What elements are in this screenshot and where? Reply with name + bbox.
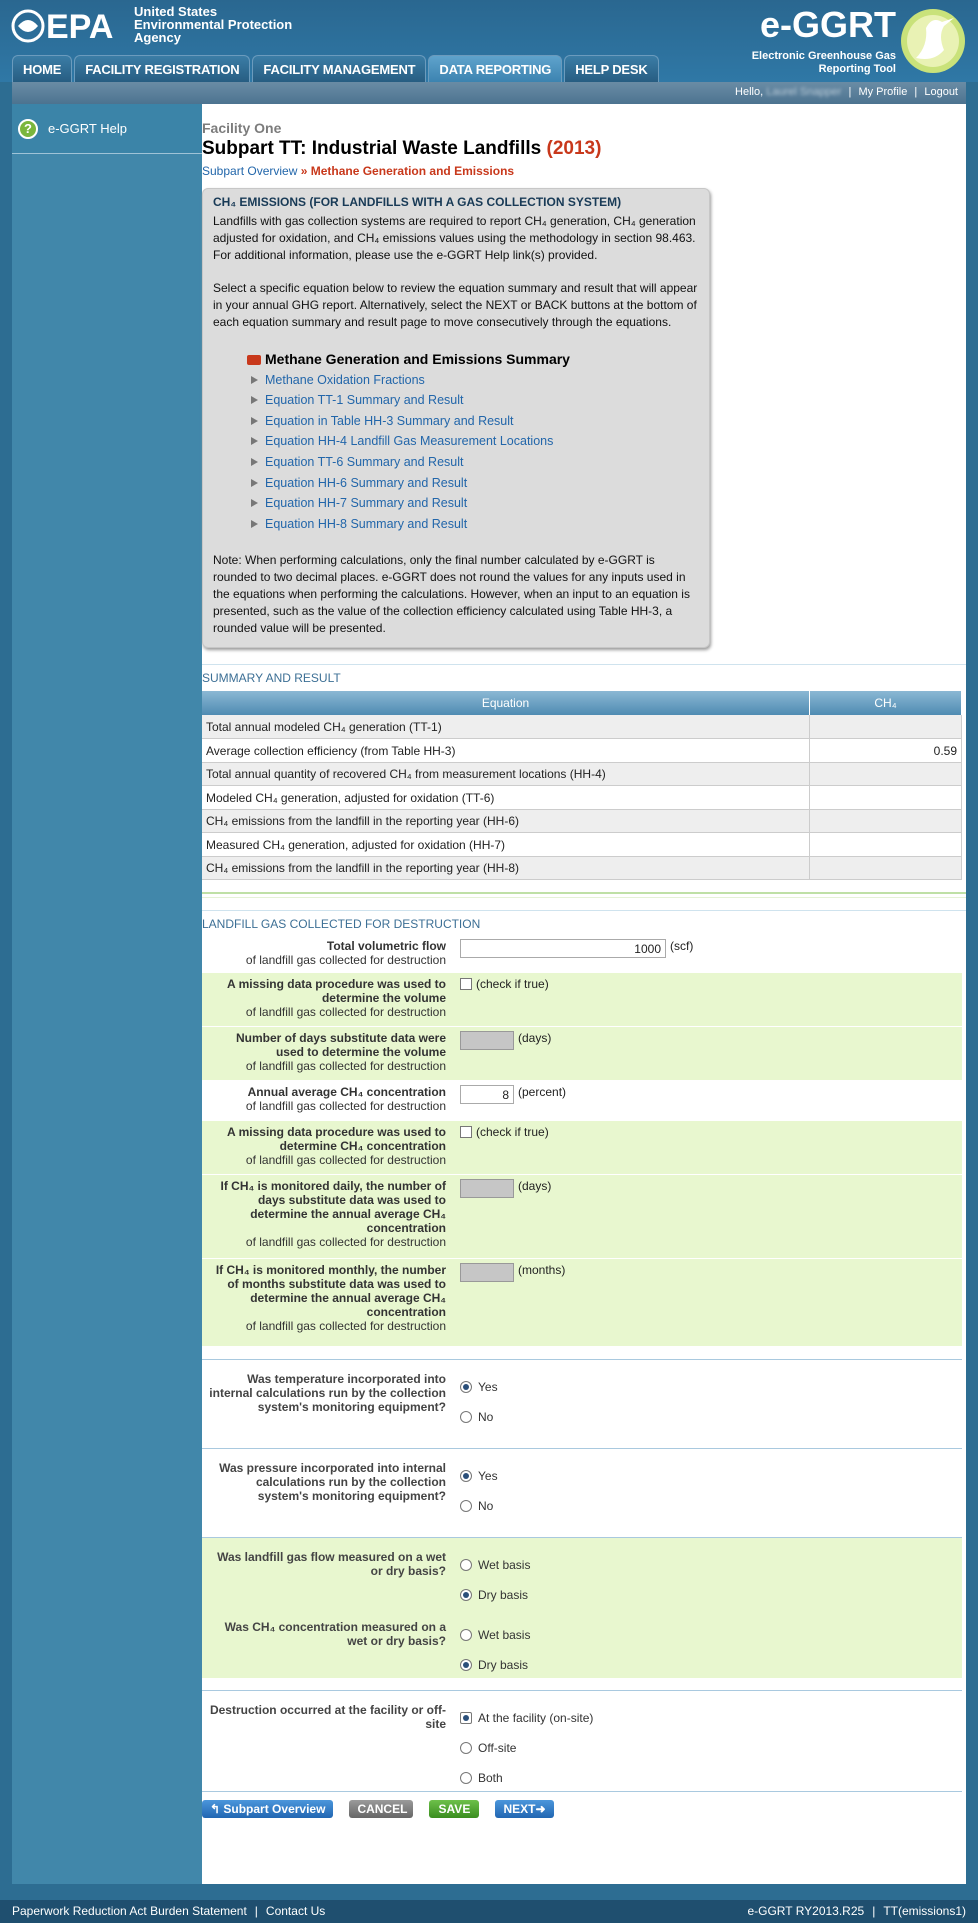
ch4-concentration-input[interactable]: 8 — [460, 1085, 514, 1104]
help-icon: ? — [18, 119, 38, 139]
cancel-button[interactable]: CANCEL — [349, 1800, 413, 1818]
sidebar-item-label: e-GGRT Help — [48, 121, 127, 136]
pres-no-option[interactable]: No — [460, 1491, 498, 1521]
table-row: CH₄ emissions from the landfill in the reporting year (HH-6) — [202, 809, 962, 833]
missing-volume-checkbox[interactable] — [460, 978, 472, 990]
pres-yes-option[interactable]: Yes — [460, 1461, 498, 1491]
tab-facility-registration[interactable]: FACILITY REGISTRATION — [74, 55, 250, 82]
sidebar — [12, 104, 202, 1884]
list-item[interactable]: Equation HH-7 Summary and Result — [251, 493, 699, 514]
radio-icon — [460, 1500, 472, 1512]
pra-link[interactable]: Paperwork Reduction Act Burden Statement — [12, 1904, 247, 1918]
list-item[interactable]: Equation HH-8 Summary and Result — [251, 514, 699, 535]
info-paragraph-1: Landfills with gas collection systems are required to report CH₄ generation, CH₄ generation adjusted for oxidation, and CH₄ emissions values using the methodology in section 98.463. For additional information, please use the e-GGRT Help link(s) provided. — [213, 214, 696, 262]
back-arrow-icon: ↰ — [210, 1802, 224, 1817]
equation-list — [251, 349, 699, 534]
triangle-icon — [251, 520, 258, 528]
triangle-icon — [251, 376, 258, 384]
radio-icon — [460, 1659, 472, 1671]
page-title: Subpart TT: Industrial Waste Landfills (2013) — [202, 138, 602, 159]
col-ch4: CH₄ — [810, 691, 962, 715]
radio-icon — [460, 1772, 472, 1784]
breadcrumb-subpart-overview[interactable]: Subpart Overview — [202, 164, 298, 178]
main-nav — [12, 55, 659, 82]
hello-text: Hello, — [735, 86, 764, 98]
radio-icon — [460, 1629, 472, 1641]
user-bar: Hello, Laurel Snapper | My Profile | Logout — [12, 82, 966, 104]
radio-icon — [460, 1742, 472, 1754]
tab-home[interactable]: HOME — [12, 55, 72, 82]
dest-both-option[interactable]: Both — [460, 1763, 593, 1793]
list-item[interactable]: Equation TT-1 Summary and Result — [251, 390, 699, 411]
radio-icon — [460, 1411, 472, 1423]
contact-link[interactable]: Contact Us — [265, 1904, 326, 1918]
sidebar-item-help[interactable] — [12, 104, 202, 154]
flow-dry-option[interactable]: Dry basis — [460, 1580, 530, 1610]
user-name: Laurel Snapper — [766, 86, 842, 98]
form-row-volumetric-flow: Total volumetric flow of landfill gas collected for destruction 1000 (scf) — [202, 935, 962, 973]
radio-icon — [460, 1470, 472, 1482]
col-equation: Equation — [202, 691, 810, 715]
table-row: Measured CH₄ generation, adjusted for oxidation (HH-7) — [202, 833, 962, 857]
triangle-icon — [251, 437, 258, 445]
header — [0, 0, 978, 82]
temp-no-option[interactable]: No — [460, 1402, 498, 1432]
breadcrumb: Subpart Overview » Methane Generation and Emissions — [202, 164, 515, 178]
radio-icon — [460, 1589, 472, 1601]
list-item[interactable]: Equation HH-6 Summary and Result — [251, 473, 699, 494]
conc-dry-option[interactable]: Dry basis — [460, 1650, 530, 1680]
days-volume-input[interactable] — [460, 1031, 514, 1050]
next-button[interactable]: NEXT➜ — [495, 1800, 553, 1818]
footer: Paperwork Reduction Act Burden Statement | Contact Us e-GGRT RY2013.R25 | TT(emissions1) — [0, 1900, 978, 1923]
dest-onsite-option[interactable]: At the facility (on-site) — [460, 1703, 593, 1733]
logout-link[interactable]: Logout — [924, 86, 958, 98]
table-row: Total annual modeled CH₄ generation (TT-1) — [202, 715, 962, 739]
main-content — [202, 104, 966, 1884]
list-item: Methane Generation and Emissions Summary — [247, 349, 699, 370]
list-item[interactable]: Methane Oxidation Fractions — [251, 370, 699, 391]
form-row-months-ch4: If CH₄ is monitored monthly, the number of months substitute data was used to determine the annual average CH₄ concentration of landfill gas collected for destruction (months) — [202, 1259, 962, 1347]
table-row: Modeled CH₄ generation, adjusted for oxidation (TT-6) — [202, 786, 962, 810]
form-row-days-volume: Number of days substitute data were used to determine the volume of landfill gas collected for destruction (days) — [202, 1027, 962, 1081]
list-item[interactable]: Equation in Table HH-3 Summary and Result — [251, 411, 699, 432]
info-note: Note: When performing calculations, only the final number calculated by e-GGRT is rounded to two decimal places. e-GGRT does not round the values for any inputs used in the equations when performing the calculations. However, when an input to an equation is presented, such as the value of the collection efficiency calculated using Table HH-3, a rounded value will be presented. — [213, 553, 690, 636]
summary-section-title: SUMMARY AND RESULT — [202, 664, 966, 685]
pressure-question: Was pressure incorporated into internal calculations run by the collection system's monitoring equipment? Yes No — [202, 1448, 962, 1525]
radio-icon — [460, 1559, 472, 1571]
triangle-icon — [251, 499, 258, 507]
flow-basis-question: Was landfill gas flow measured on a wet or dry basis? Wet basis Dry basis Was CH₄ concentration measured on a wet or dry basis? Wet basis Dry basis — [202, 1537, 962, 1678]
form-row-days-ch4: If CH₄ is monitored daily, the number of days substitute data was used to determine the annual average CH₄ concentration of landfill gas collected for destruction (days) — [202, 1175, 962, 1259]
epa-logo-icon[interactable] — [10, 6, 130, 46]
list-item[interactable]: Equation TT-6 Summary and Result — [251, 452, 699, 473]
destruction-question: Destruction occurred at the facility or off-site At the facility (on-site) Off-site Both — [202, 1690, 962, 1783]
triangle-icon — [251, 417, 258, 425]
triangle-icon — [251, 396, 258, 404]
divider — [202, 892, 966, 898]
version-text: e-GGRT RY2013.R25 — [747, 1904, 865, 1918]
radio-icon — [460, 1381, 472, 1393]
lfg-section-title: LANDFILL GAS COLLECTED FOR DESTRUCTION — [202, 910, 966, 931]
days-ch4-input[interactable] — [460, 1179, 514, 1198]
next-arrow-icon: ➜ — [535, 1802, 546, 1817]
table-row: CH₄ emissions from the landfill in the reporting year (HH-8) — [202, 856, 962, 880]
page-code: TT(emissions1) — [883, 1904, 966, 1918]
form-row-missing-volume: A missing data procedure was used to determine the volume of landfill gas collected for destruction (check if true) — [202, 973, 962, 1027]
tab-data-reporting[interactable]: DATA REPORTING — [428, 55, 562, 82]
breadcrumb-current: Methane Generation and Emissions — [310, 164, 515, 178]
dest-offsite-option[interactable]: Off-site — [460, 1733, 593, 1763]
info-heading: CH₄ EMISSIONS (FOR LANDFILLS WITH A GAS COLLECTION SYSTEM) — [213, 195, 622, 209]
months-ch4-input[interactable] — [460, 1263, 514, 1282]
info-paragraph-2: Select a specific equation below to review the equation summary and result that will appear in your annual GHG report. Alternatively, select the NEXT or BACK buttons at the bottom of each equation summary and result page to move consecutively through the equations. — [213, 281, 698, 329]
agency-name: United States Environmental Protection Agency — [134, 4, 293, 45]
reporting-year: (2013) — [546, 138, 602, 159]
egg-brand-title: e-GGRT — [759, 4, 896, 45]
list-item[interactable]: Equation HH-4 Landfill Gas Measurement Locations — [251, 431, 699, 452]
egret-logo-icon — [898, 6, 968, 76]
egg-brand-subtitle: Electronic Greenhouse Gas Reporting Tool — [751, 50, 896, 75]
subpart-overview-button[interactable]: ↰ Subpart Overview — [202, 1800, 333, 1818]
conc-wet-option[interactable]: Wet basis — [460, 1620, 530, 1650]
facility-name: Facility One — [202, 120, 282, 136]
flow-wet-option[interactable]: Wet basis — [460, 1550, 530, 1580]
tab-facility-management[interactable]: FACILITY MANAGEMENT — [252, 55, 426, 82]
form-row-missing-ch4: A missing data procedure was used to determine CH₄ concentration of landfill gas collected for destruction (check if true) — [202, 1121, 962, 1175]
lfg-form — [202, 935, 962, 1347]
tab-help-desk[interactable]: HELP DESK — [564, 55, 658, 82]
button-bar — [202, 1800, 966, 1818]
save-button[interactable]: SAVE — [429, 1800, 479, 1818]
my-profile-link[interactable]: My Profile — [858, 86, 908, 98]
table-row: Average collection efficiency (from Table HH-3) 0.59 — [202, 739, 962, 763]
form-row-ch4-concentration: Annual average CH₄ concentration of landfill gas collected for destruction 8 (percent) — [202, 1081, 962, 1121]
missing-ch4-checkbox[interactable] — [460, 1126, 472, 1138]
temperature-question: Was temperature incorporated into internal calculations run by the collection system's monitoring equipment? Yes No — [202, 1359, 962, 1436]
radio-icon — [460, 1712, 472, 1724]
temp-yes-option[interactable]: Yes — [460, 1372, 498, 1402]
volumetric-flow-input[interactable]: 1000 — [460, 939, 666, 958]
summary-table — [202, 691, 962, 880]
triangle-icon — [251, 479, 258, 487]
table-row: Total annual quantity of recovered CH₄ from measurement locations (HH-4) — [202, 762, 962, 786]
triangle-icon — [251, 458, 258, 466]
svg-text:EPA: EPA — [46, 8, 114, 46]
info-box — [202, 188, 710, 648]
current-arrow-icon — [247, 355, 261, 365]
